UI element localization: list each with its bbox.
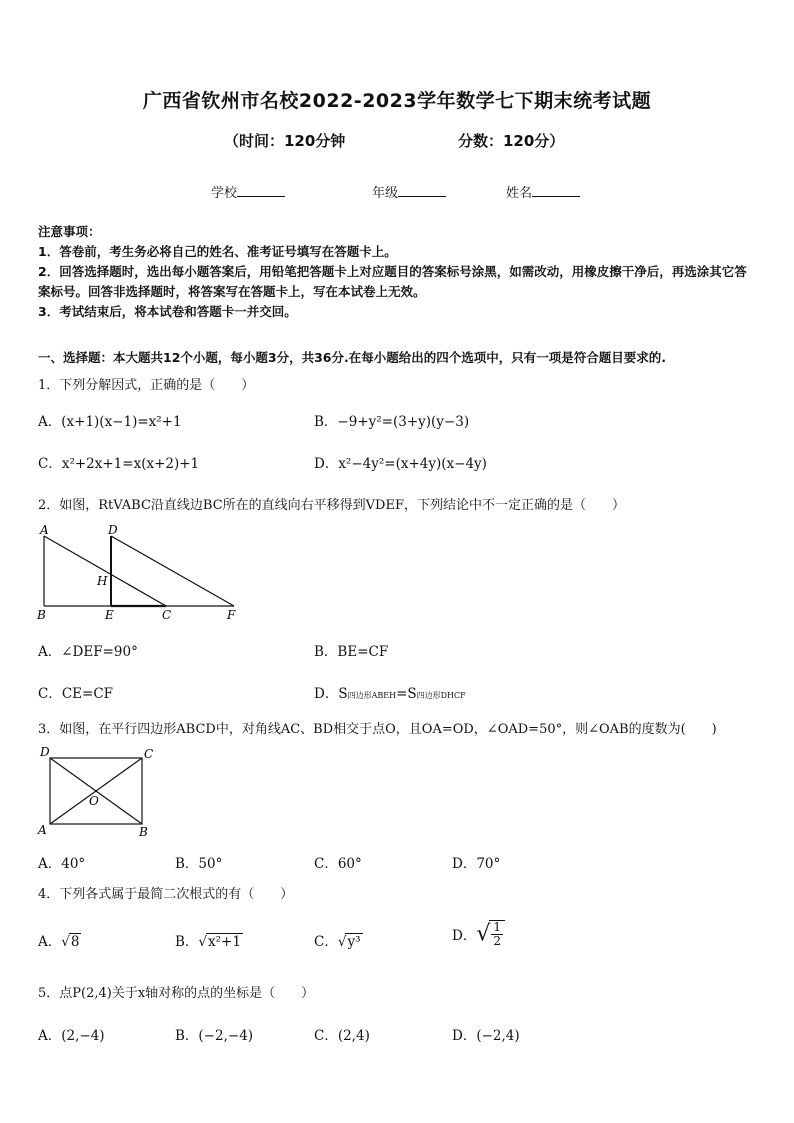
q2-option-a: A．∠DEF=90° (38, 644, 138, 660)
q5-option-b: B．(−2,−4) (175, 1028, 254, 1044)
grade-label: 年级 (372, 186, 399, 201)
q2-d-sub1: 四边形ABEH (347, 691, 397, 700)
q5-stem: 5．点P(2,4)关于x轴对称的点的坐标是（ ） (38, 986, 315, 1001)
name-field (506, 182, 580, 201)
label-a: A (38, 823, 47, 837)
q3-option-a: A．40° (38, 856, 86, 872)
name-blank (532, 184, 580, 197)
q2-translation-figure (34, 522, 244, 626)
q4-b-radicand: x²+1 (208, 934, 241, 950)
label-d: D (40, 745, 50, 759)
label-b: B (37, 608, 46, 622)
q3-option-d: D．70° (452, 856, 501, 872)
q4-d-numerator: 1 (493, 920, 501, 934)
notice-heading: 注意事项： (38, 224, 101, 239)
q2-d-prefix: D．S (314, 686, 348, 702)
label-e: E (105, 608, 114, 622)
notice-item-2: 2．回答选择题时，选出每小题答案后，用铅笔把答题卡上对应题目的答案标号涂黑，如需改动，用橡皮擦干净后，再选涂其它答案标号。回答非选择题时，将答案写在答题卡上，写在本试卷上无效。 (38, 264, 747, 299)
q1-stem: 1．下列分解因式，正确的是（ ） (38, 378, 255, 393)
q4-c-label: C． (314, 934, 338, 950)
q5-option-a: A．(2,−4) (38, 1028, 105, 1044)
exam-time: （时间：120分钟 (224, 132, 346, 150)
q2-option-d (314, 682, 466, 702)
q3-option-c: C．60° (314, 856, 362, 872)
q4-option-b: B．√x²+1 (175, 934, 241, 950)
q2-d-mid: =S (396, 686, 417, 702)
q4-option-a: A．√8 (38, 934, 80, 950)
label-c: C (144, 747, 154, 761)
name-label: 姓名 (506, 186, 533, 201)
q3-rectangle-figure (34, 742, 164, 840)
q1-option-c: C．x²+2x+1=x(x+2)+1 (38, 456, 200, 472)
q4-b-label: B． (175, 934, 199, 950)
label-c: C (162, 608, 172, 622)
grade-field (372, 182, 446, 201)
line-df (111, 536, 234, 606)
q4-option-c: C．√y³ (314, 934, 361, 950)
q3-option-b: B．50° (175, 856, 223, 872)
q4-d-denominator: 2 (493, 934, 501, 948)
q4-a-radicand: 8 (70, 934, 80, 950)
school-label: 学校 (211, 186, 238, 201)
label-b: B (139, 825, 148, 839)
q2-option-c: C．CE=CF (38, 686, 114, 702)
q4-c-radicand: y³ (347, 934, 361, 950)
q1-option-a: A．(x+1)(x−1)=x²+1 (38, 414, 182, 430)
label-a: A (40, 523, 49, 537)
exam-score: 分数：120分） (458, 132, 565, 150)
q4-d-fraction (489, 920, 505, 948)
q4-a-label: A． (38, 934, 62, 950)
q2-option-b: B．BE=CF (314, 644, 389, 660)
school-blank (237, 184, 285, 197)
label-d: D (108, 523, 118, 537)
notice-item-3: 3．考试结束后，将本试卷和答题卡一并交回。 (38, 304, 297, 319)
label-o: O (89, 794, 99, 808)
label-h: H (97, 574, 108, 588)
q1-option-b: B．−9+y²=(3+y)(y−3) (314, 414, 470, 430)
page-title: 广西省钦州市名校2022-2023学年数学七下期末统考试题 (142, 90, 652, 112)
q4-option-d: D．√ $\frac{1}{2}$ (452, 920, 505, 948)
q4-stem: 4．下列各式属于最简二次根式的有（ ） (38, 887, 294, 902)
q5-option-c: C．(2,4) (314, 1028, 370, 1044)
notice-block (38, 222, 758, 322)
q3-stem: 3．如图，在平行四边形ABCD中，对角线AC、BD相交于点O，且OA=OD，∠OAD=50°，则∠OAB的度数为( ) (38, 722, 717, 737)
q1-option-d: D．x²−4y²=(x+4y)(x−4y) (314, 456, 487, 472)
q5-option-d: D．(−2,4) (452, 1028, 520, 1044)
line-ac (44, 536, 166, 606)
q4-d-label: D． (452, 928, 477, 944)
section-heading: 一、选择题：本大题共12个小题，每小题3分，共36分.在每小题给出的四个选项中，只有一项是符合题目要求的. (38, 350, 666, 365)
notice-item-1: 1．答卷前，考生务必将自己的姓名、准考证号填写在答题卡上。 (38, 244, 397, 259)
label-f: F (227, 608, 236, 622)
grade-blank (398, 184, 446, 197)
q2-stem: 2．如图，RtVABC沿直线边BC所在的直线向右平移得到VDEF，下列结论中不一定正确的是（ ） (38, 498, 625, 513)
q2-d-sub2: 四边形DHCF (416, 691, 466, 700)
school-field (211, 182, 285, 201)
